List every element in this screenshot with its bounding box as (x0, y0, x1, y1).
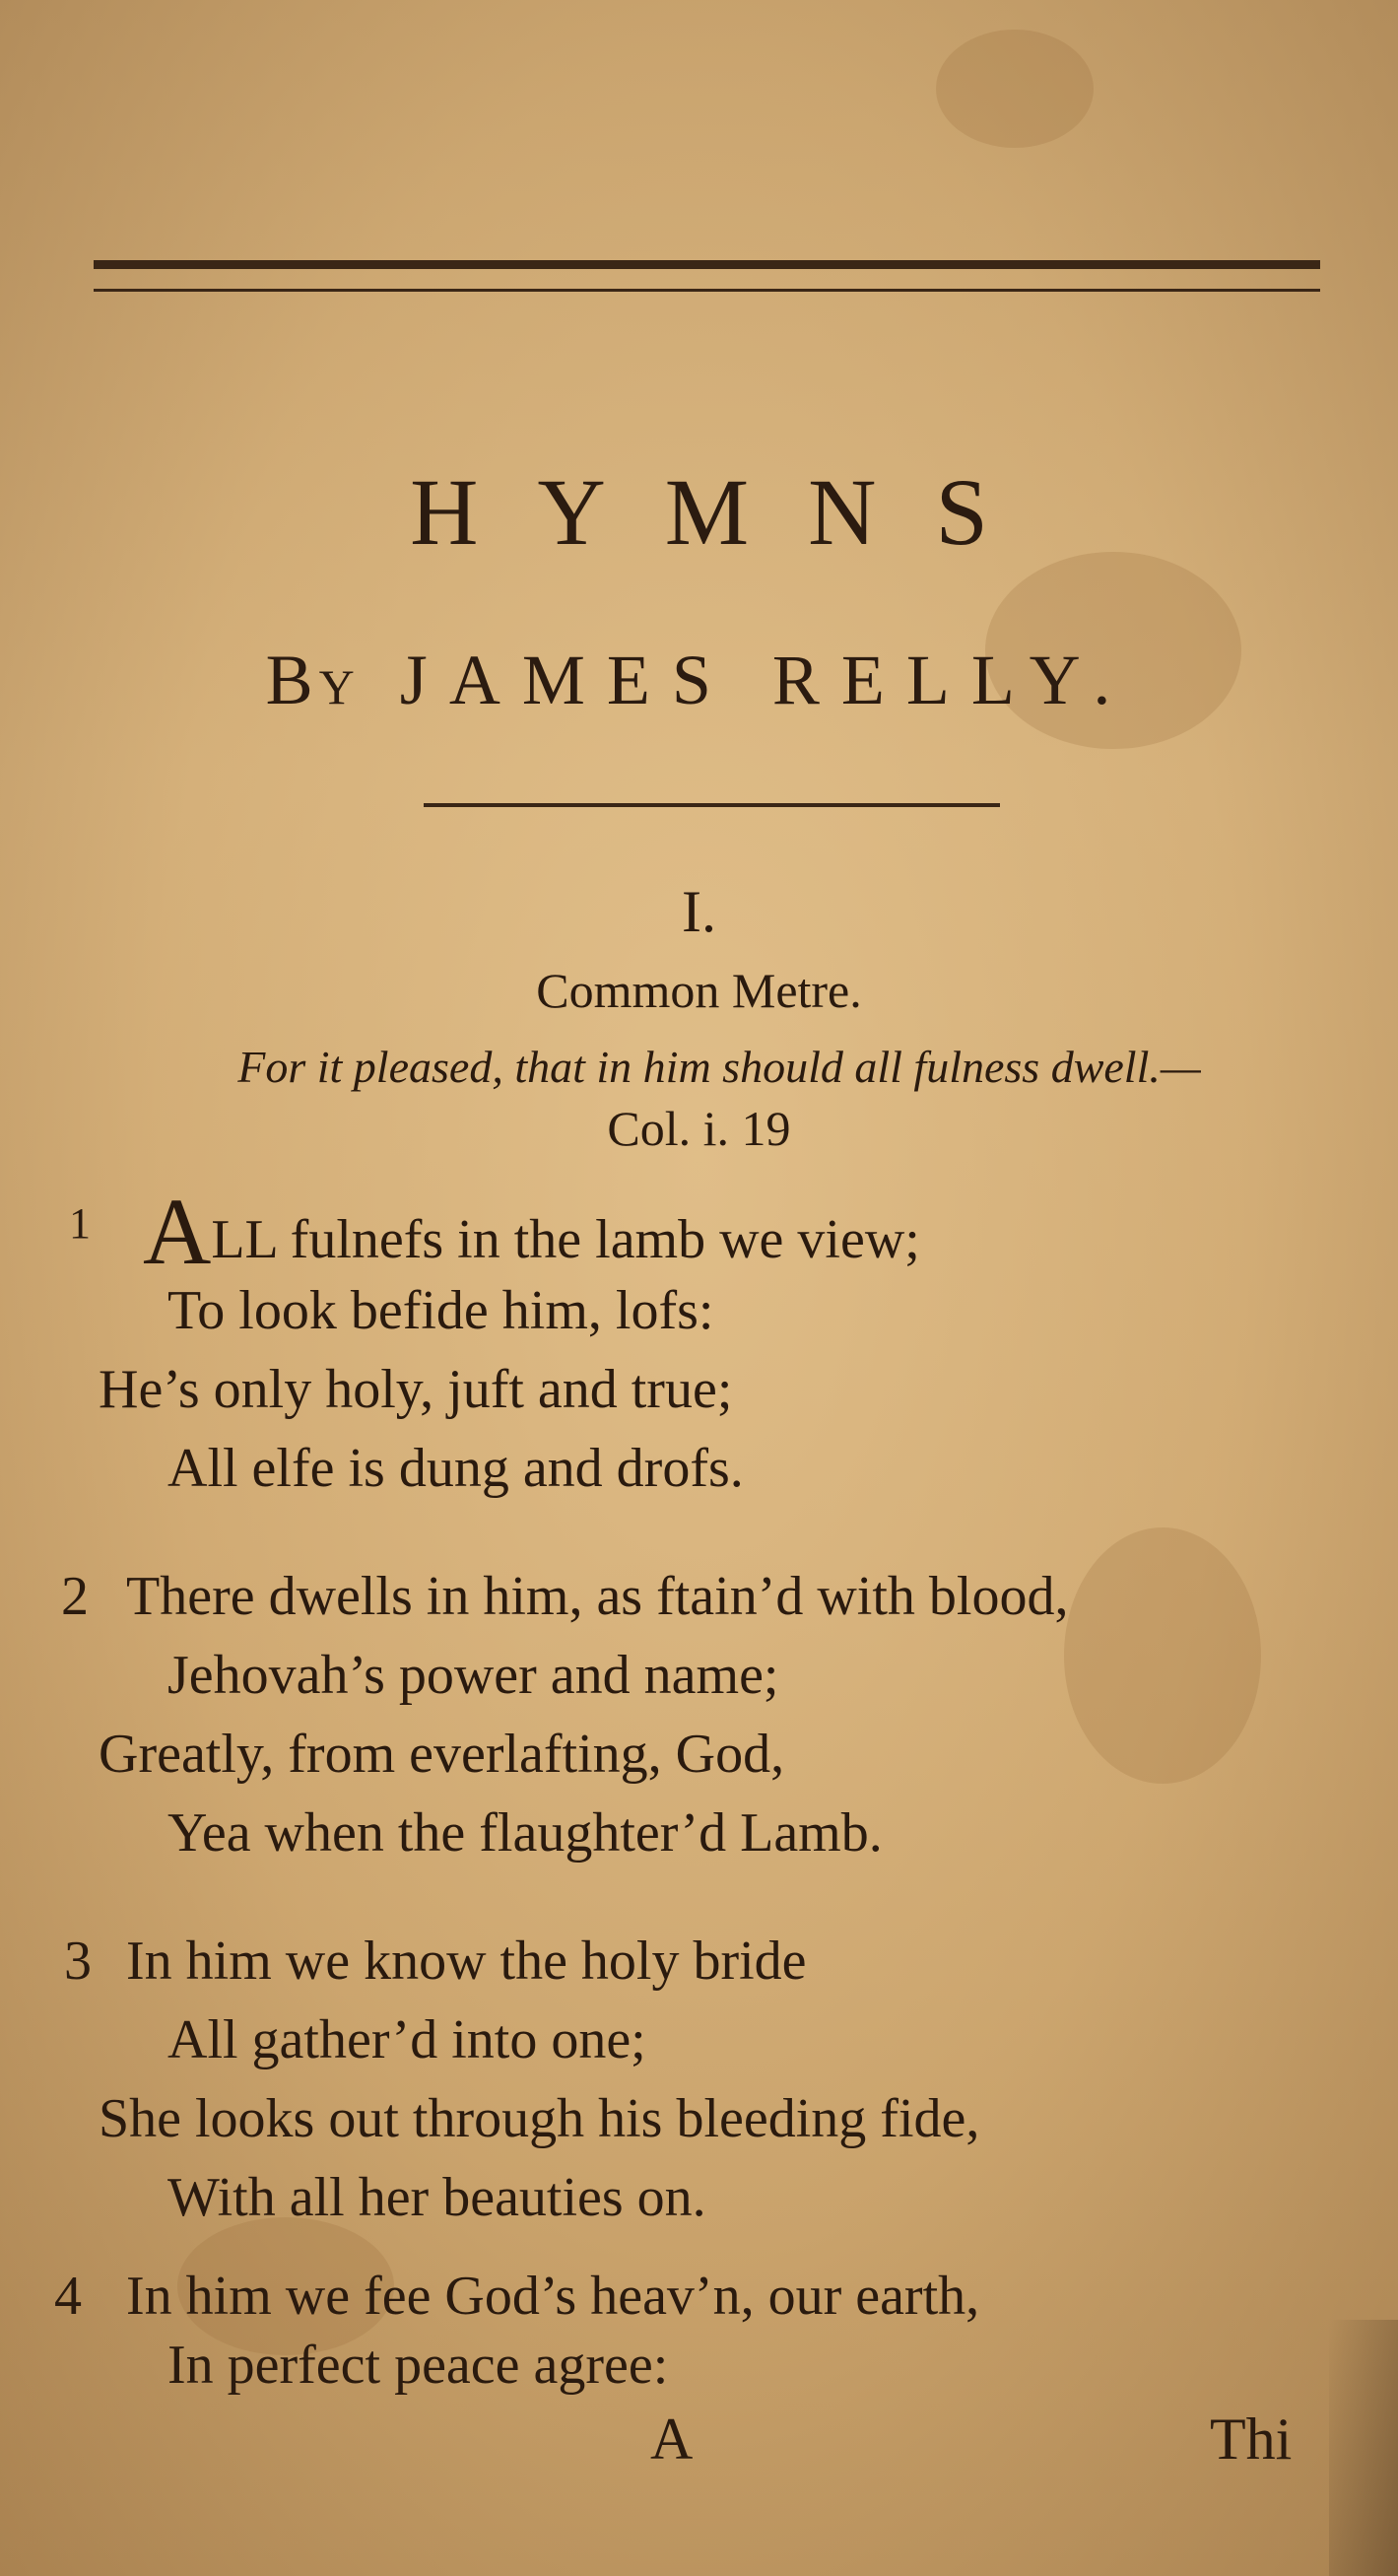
paper-stain (1064, 1527, 1261, 1784)
verse-line: With all her beauties on. (167, 2167, 706, 2228)
verse-number: 4 (54, 2266, 82, 2327)
verse-line: Yea when the flaughter’d Lamb. (167, 1802, 883, 1864)
verse-line: In him we fee God’s heav’n, our earth, (126, 2266, 980, 2327)
hymn-metre: Common Metre. (536, 963, 862, 1018)
verse-line: There dwells in him, as ftain’d with blood, (126, 1566, 1069, 1627)
verse-line (143, 1179, 920, 1284)
page-title: HYMNS (410, 459, 1047, 565)
verse-line: All gather’d into one; (167, 2009, 646, 2070)
hymn-number: I. (682, 879, 716, 944)
verse-line: All elfe is dung and drofs. (167, 1438, 744, 1499)
verse-line: She looks out through his bleeding fide, (99, 2088, 980, 2149)
author-name: JAMES RELLY. (399, 641, 1133, 719)
byline-prefix: By (265, 641, 361, 719)
verse-line: Greatly, from everlafting, God, (99, 1724, 785, 1785)
verse-number: 3 (64, 1931, 92, 1992)
catchword: Thi (1210, 2407, 1293, 2472)
hymn-epigraph: For it pleased, that in him should all fulness dwell.— (237, 1042, 1201, 1092)
author-byline (0, 636, 1398, 724)
verse-number: 2 (61, 1566, 89, 1627)
verse-line: To look befide him, lofs: (167, 1280, 714, 1341)
top-rule-thin (94, 289, 1320, 292)
verse-line: Jehovah’s power and name; (167, 1645, 779, 1706)
verse-number: 1 (69, 1199, 91, 1248)
drop-cap: A (143, 1179, 212, 1284)
section-rule (424, 803, 1000, 807)
page-edge-shadow (1329, 2320, 1398, 2576)
verse-line-text: LL fulnefs in the lamb we view; (211, 1209, 920, 1270)
verse-line: In him we know the holy bride (126, 1931, 807, 1992)
scripture-citation: Col. i. 19 (607, 1101, 791, 1156)
paper-stain (936, 30, 1094, 148)
verse-line: He’s only holy, juft and true; (99, 1359, 733, 1420)
top-rule-thick (94, 260, 1320, 269)
signature-mark: A (650, 2407, 694, 2472)
verse-line: In perfect peace agree: (167, 2335, 669, 2396)
